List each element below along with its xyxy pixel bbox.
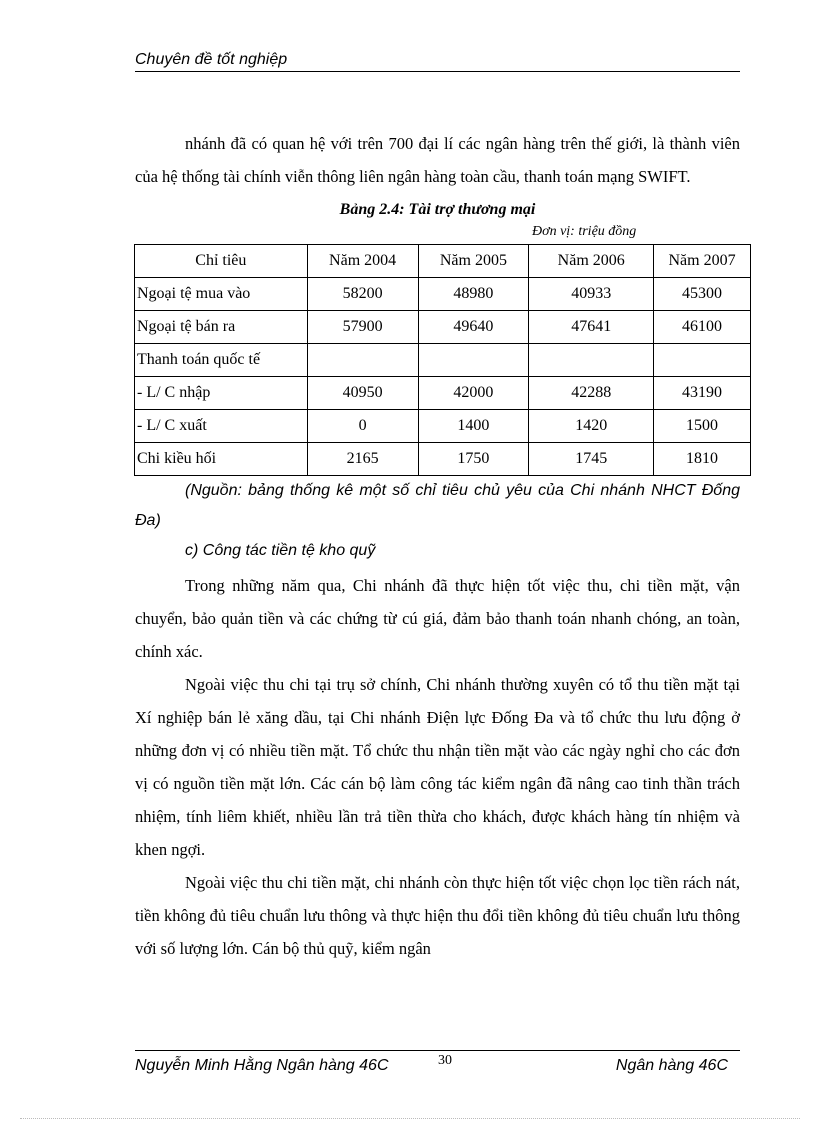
table-cell <box>418 344 529 377</box>
row-label: Ngoại tệ mua vào <box>135 278 308 311</box>
footer-author: Nguyễn Minh Hằng Ngân hàng 46C <box>135 1057 389 1074</box>
header-cell: Chỉ tiêu <box>135 245 308 278</box>
table-cell: 0 <box>307 410 418 443</box>
table-source-note: (Nguồn: bảng thống kê một số chỉ tiêu chủ yêu của Chi nhánh NHCT Đống Đa) <box>135 482 740 529</box>
paragraph: Ngoài việc thu chi tại trụ sở chính, Chi nhánh thường xuyên có tổ thu tiền mặt tại Xí nghiệp bán lẻ xăng dầu, tại Chi nhánh Điện lực Đống Đa và tổ chức thu lưu động ở những đơn vị có nhiều tiền mặt. Tổ chức thu nhận tiền mặt vào các ngày nghỉ cho các đơn vị có nguồn tiền mặt lớn. Các cán bộ làm công tác kiểm ngân đã nâng cao tinh thần trách nhiệm, tính liêm khiết, nhiều lần trả tiền thừa cho khách, được khách hàng tín nhiệm và khen ngợi. <box>135 675 740 859</box>
table-cell: 46100 <box>654 311 751 344</box>
table-cell: 40933 <box>529 278 654 311</box>
table-cell <box>307 344 418 377</box>
page-number: 30 <box>438 1053 452 1068</box>
page-footer <box>135 1050 740 1074</box>
table-cell: 2165 <box>307 443 418 476</box>
row-label: - L/ C xuất <box>135 410 308 443</box>
table-header-row <box>135 245 751 278</box>
table-cell <box>654 344 751 377</box>
table-cell: 47641 <box>529 311 654 344</box>
table-row <box>135 377 751 410</box>
table-cell: 42000 <box>418 377 529 410</box>
paragraph: nhánh đã có quan hệ với trên 700 đại lí các ngân hàng trên thế giới, là thành viên của hệ thống tài chính viễn thông liên ngân hàng toàn cầu, thanh toán mạng SWIFT. <box>135 134 740 186</box>
table-row <box>135 443 751 476</box>
row-label: Chi kiều hối <box>135 443 308 476</box>
table-cell: 45300 <box>654 278 751 311</box>
row-label: Ngoại tệ bán ra <box>135 311 308 344</box>
table-row <box>135 344 751 377</box>
header-cell: Năm 2005 <box>418 245 529 278</box>
header-cell: Năm 2004 <box>307 245 418 278</box>
table-cell: 1745 <box>529 443 654 476</box>
page-edge-divider <box>20 1118 800 1119</box>
page-content <box>135 127 740 965</box>
row-label: Thanh toán quốc tế <box>135 344 308 377</box>
section-heading: c) Công tác tiền tệ kho quỹ <box>185 542 376 559</box>
header-title: Chuyên đề tốt nghiệp <box>135 51 288 68</box>
paragraph: Trong những năm qua, Chi nhánh đã thực hiện tốt việc thu, chi tiền mặt, vận chuyển, bảo quản tiền và các chứng từ cú giá, đảm bảo thanh toán nhanh chóng, an toàn, chính xác. <box>135 576 740 661</box>
table-cell: 40950 <box>307 377 418 410</box>
table-row <box>135 410 751 443</box>
data-table <box>134 244 751 476</box>
header-cell: Năm 2006 <box>529 245 654 278</box>
row-label: - L/ C nhập <box>135 377 308 410</box>
table-cell <box>529 344 654 377</box>
table-cell: 58200 <box>307 278 418 311</box>
header-cell: Năm 2007 <box>654 245 751 278</box>
table-row <box>135 311 751 344</box>
table-cell: 1500 <box>654 410 751 443</box>
table-cell: 43190 <box>654 377 751 410</box>
table-cell: 48980 <box>418 278 529 311</box>
table-title: Bảng 2.4: Tài trợ thương mại <box>339 201 536 218</box>
table-cell: 42288 <box>529 377 654 410</box>
table-cell: 57900 <box>307 311 418 344</box>
table-cell: 1810 <box>654 443 751 476</box>
table-cell: 1750 <box>418 443 529 476</box>
page-header <box>135 50 740 72</box>
footer-right-text: Ngân hàng 46C <box>615 1057 728 1074</box>
table-cell: 1400 <box>418 410 529 443</box>
table-cell: 49640 <box>418 311 529 344</box>
table-cell: 1420 <box>529 410 654 443</box>
paragraph: Ngoài việc thu chi tiền mặt, chi nhánh còn thực hiện tốt việc chọn lọc tiền rách nát, tiền không đủ tiêu chuẩn lưu thông và thực hiện thu đổi tiền không đủ tiêu chuẩn lưu thông với số lượng lớn. Cán bộ thủ quỹ, kiểm ngân <box>135 873 740 958</box>
table-row <box>135 278 751 311</box>
table-unit: Đơn vị: triệu đồng <box>532 224 637 239</box>
